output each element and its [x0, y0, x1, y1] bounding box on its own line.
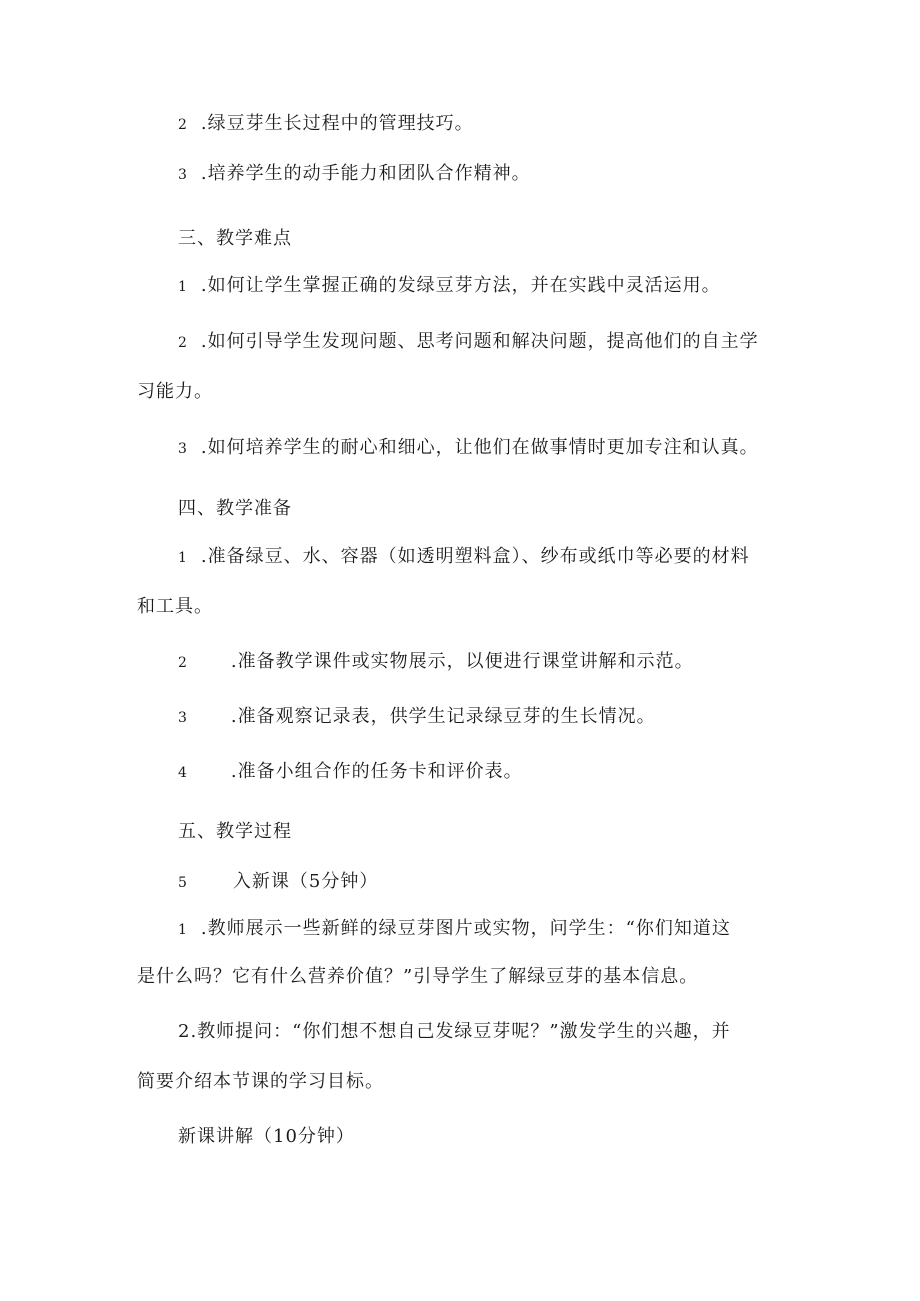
line-text: 简要介绍本节课的学习目标。 [137, 1071, 384, 1092]
paragraph-line [178, 760, 523, 785]
item-number: 2 [178, 655, 187, 671]
paragraph-line [137, 1070, 384, 1094]
line-text: .如何培养学生的耐心和细心，让他们在做事情时更加专注和认真。 [200, 437, 759, 458]
line-text: 是什么吗？它有什么营养价值？”引导学生了解绿豆芽的基本信息。 [137, 966, 699, 987]
item-number: 2 [178, 335, 187, 351]
item-number: 1 [178, 279, 187, 295]
line-text: .教师展示一些新鲜的绿豆芽图片或实物，问学生：“你们知道这 [200, 918, 731, 939]
item-number: 2 [178, 117, 187, 133]
line-text: .准备小组合作的任务卡和评价表。 [230, 761, 523, 782]
heading-text: 新课讲解（10分钟） [178, 1126, 355, 1147]
line-text: .准备绿豆、水、容器（如透明塑料盒）、纱布或纸巾等必要的材料 [200, 546, 750, 567]
item-number: 4 [178, 765, 187, 781]
section-heading [178, 227, 292, 251]
line-text: 2.教师提问：“你们想不想自己发绿豆芽呢？”激发学生的兴趣，并 [178, 1021, 731, 1042]
paragraph-line [178, 436, 759, 461]
line-text: .如何引导学生发现问题、思考问题和解决问题，提高他们的自主学 [200, 331, 759, 352]
item-number: 3 [178, 441, 187, 457]
heading-text: 五、教学过程 [178, 821, 292, 842]
paragraph-line [178, 162, 531, 187]
item-number: 1 [178, 922, 187, 938]
paragraph-line [178, 545, 750, 570]
item-number: 5 [178, 875, 187, 891]
item-number: 3 [178, 710, 187, 726]
paragraph-line [178, 705, 656, 730]
paragraph-line [178, 274, 721, 299]
heading-text: 三、教学难点 [178, 228, 292, 249]
paragraph-line [137, 965, 698, 989]
paragraph-line [178, 112, 474, 137]
paragraph-line [178, 1020, 731, 1044]
paragraph-line [137, 595, 213, 619]
section-heading [178, 497, 292, 521]
paragraph-line [178, 650, 694, 675]
line-text: 和工具。 [137, 596, 213, 617]
line-text: .培养学生的动手能力和团队合作精神。 [200, 163, 531, 184]
heading-text: 四、教学准备 [178, 498, 292, 519]
item-number: 1 [178, 550, 187, 566]
section-heading [178, 1125, 355, 1149]
line-text: 习能力。 [137, 381, 213, 402]
line-text: .如何让学生掌握正确的发绿豆芽方法，并在实践中灵活运用。 [200, 275, 721, 296]
line-text: .准备教学课件或实物展示，以便进行课堂讲解和示范。 [230, 651, 694, 672]
paragraph-line [178, 917, 731, 942]
paragraph-line [178, 330, 759, 355]
paragraph-line [178, 870, 378, 895]
paragraph-line [137, 380, 213, 404]
line-text: 入新课（5分钟） [232, 871, 379, 892]
line-text: .准备观察记录表，供学生记录绿豆芽的生长情况。 [230, 706, 656, 727]
section-heading [178, 820, 292, 844]
item-number: 3 [178, 167, 187, 183]
line-text: .绿豆芽生长过程中的管理技巧。 [200, 113, 474, 134]
